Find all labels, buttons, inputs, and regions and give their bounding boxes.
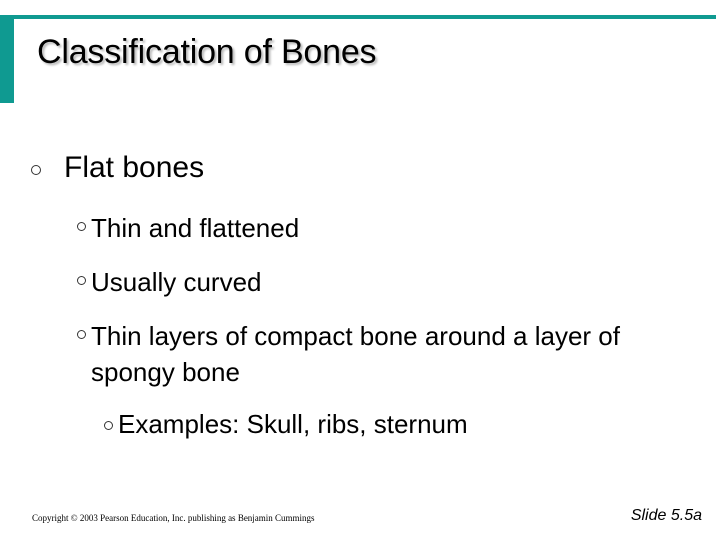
copyright-notice: Copyright © 2003 Pearson Education, Inc. publishing as Benjamin Cummings: [32, 513, 315, 523]
bullet-dot-icon: [77, 276, 86, 285]
bullet-dot-icon: [77, 330, 86, 339]
sub-bullet-text: Thin layers of compact bone around a layer of spongy bone: [91, 321, 620, 387]
sub-bullet-3: [77, 318, 691, 390]
left-accent-bar: [0, 15, 14, 103]
sub-bullet-text: Usually curved: [91, 267, 262, 297]
slide-title: Classification of Bones: [37, 33, 377, 71]
sub-bullet-1: [77, 210, 299, 246]
bullet-flat-bones: [31, 151, 204, 185]
bullet-dot-icon: [31, 165, 41, 175]
top-accent-bar: [0, 15, 716, 19]
sub-bullet-text: Thin and flattened: [91, 213, 300, 243]
sub-sub-bullet-examples: [104, 409, 468, 440]
bullet-text: Flat bones: [64, 151, 205, 184]
bullet-dot-icon: [104, 421, 113, 430]
sub-bullet-2: [77, 264, 262, 300]
slide-number: Slide 5.5a: [630, 507, 702, 524]
bullet-dot-icon: [77, 222, 86, 231]
examples-text: Examples: Skull, ribs, sternum: [118, 409, 468, 439]
